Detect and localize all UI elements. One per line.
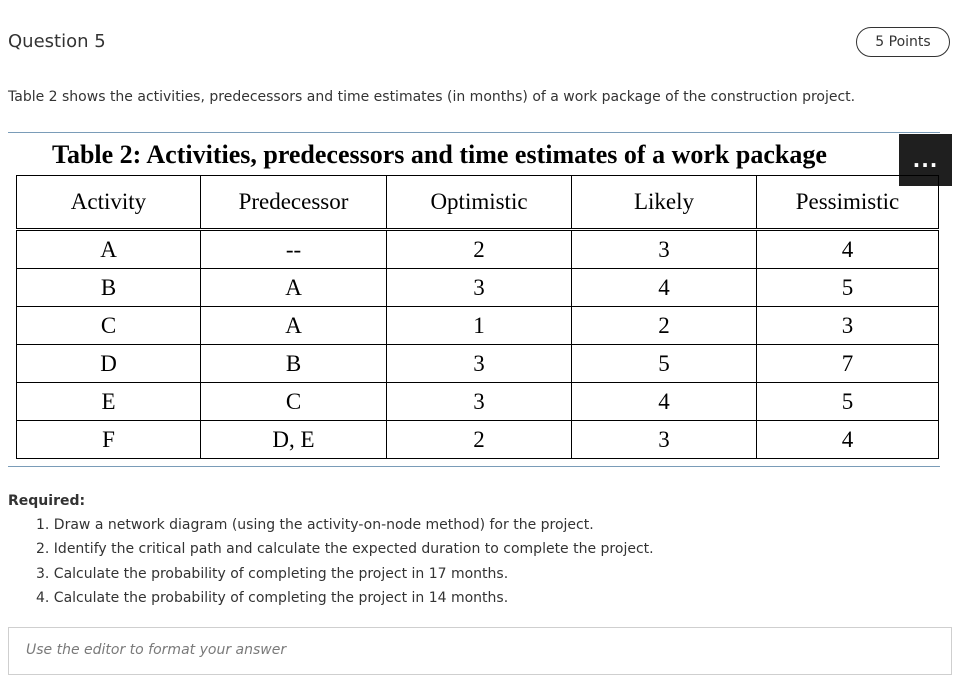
table-row: [17, 421, 939, 459]
cell-optimistic: 2: [387, 230, 572, 269]
table-row: [17, 383, 939, 421]
table-title: Table 2: Activities, predecessors and time estimates of a work package: [52, 140, 827, 169]
header-optimistic: Optimistic: [387, 176, 572, 230]
header-pessimistic: Pessimistic: [757, 176, 939, 230]
table-row: [17, 345, 939, 383]
cell-predecessor: C: [201, 383, 387, 421]
cell-activity: A: [17, 230, 201, 269]
cell-likely: 2: [572, 307, 757, 345]
cell-pessimistic: 3: [757, 307, 939, 345]
activities-table: [16, 175, 939, 459]
answer-editor[interactable]: Use the editor to format your answer: [8, 627, 952, 675]
cell-predecessor: B: [201, 345, 387, 383]
cell-optimistic: 3: [387, 383, 572, 421]
list-item: 1. Draw a network diagram (using the activity-on-node method) for the project.: [36, 517, 594, 533]
list-item: 3. Calculate the probability of completing the project in 17 months.: [36, 565, 509, 582]
cell-predecessor: D, E: [201, 421, 387, 459]
cell-pessimistic: 5: [757, 383, 939, 421]
required-list: [36, 514, 654, 611]
cell-predecessor: --: [201, 230, 387, 269]
cell-activity: E: [17, 383, 201, 421]
cell-likely: 3: [572, 421, 757, 459]
cell-predecessor: A: [201, 307, 387, 345]
cell-likely: 4: [572, 269, 757, 307]
list-item: 4. Calculate the probability of completing the project in 14 months.: [36, 589, 509, 606]
cell-likely: 4: [572, 383, 757, 421]
cell-optimistic: 1: [387, 307, 572, 345]
header-activity: Activity: [17, 176, 201, 230]
table-row: [17, 269, 939, 307]
table-header-row: [17, 176, 939, 230]
cell-activity: B: [17, 269, 201, 307]
cell-pessimistic: 7: [757, 345, 939, 383]
cell-activity: C: [17, 307, 201, 345]
cell-optimistic: 2: [387, 421, 572, 459]
header-predecessor: Predecessor: [201, 176, 387, 230]
cell-activity: D: [17, 345, 201, 383]
cell-optimistic: 3: [387, 345, 572, 383]
more-options-button[interactable]: ...: [899, 134, 952, 186]
cell-likely: 3: [572, 230, 757, 269]
list-item: 2. Identify the critical path and calculate the expected duration to complete the project.: [36, 541, 654, 558]
cell-likely: 5: [572, 345, 757, 383]
table-row: [17, 307, 939, 345]
question-intro: Table 2 shows the activities, predecessors and time estimates (in months) of a work package of the construction project.: [8, 89, 856, 105]
cell-pessimistic: 4: [757, 230, 939, 269]
cell-activity: F: [17, 421, 201, 459]
header-likely: Likely: [572, 176, 757, 230]
question-title: Question 5: [8, 31, 106, 52]
cell-pessimistic: 5: [757, 269, 939, 307]
cell-optimistic: 3: [387, 269, 572, 307]
table-row: [17, 230, 939, 269]
required-heading: Required:: [8, 493, 86, 509]
cell-predecessor: A: [201, 269, 387, 307]
cell-pessimistic: 4: [757, 421, 939, 459]
points-badge: 5 Points: [856, 27, 950, 57]
